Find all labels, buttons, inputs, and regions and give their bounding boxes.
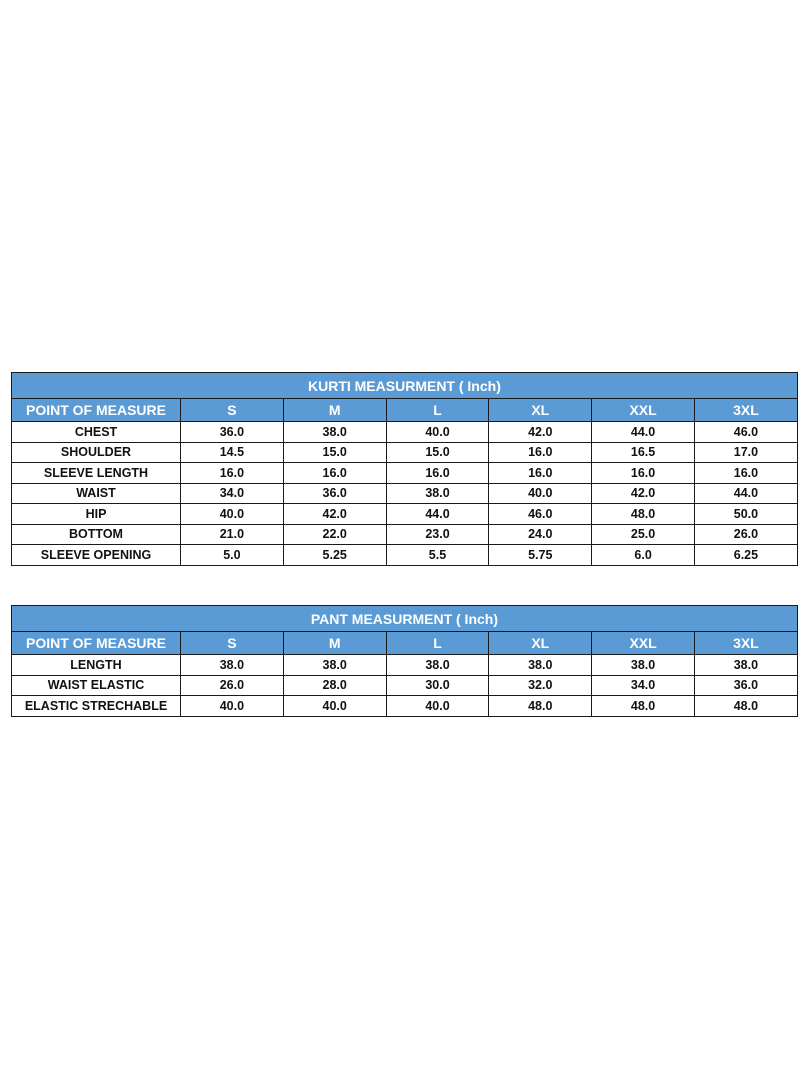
table-cell: 44.0 — [592, 422, 695, 443]
table-cell: 38.0 — [489, 655, 592, 676]
table-cell: 22.0 — [283, 524, 386, 545]
table-cell: 42.0 — [283, 504, 386, 525]
table-row — [12, 463, 798, 484]
table-cell: 48.0 — [592, 504, 695, 525]
row-label: HIP — [12, 504, 181, 525]
table-cell: 28.0 — [283, 675, 386, 696]
pant-header-row — [12, 632, 798, 655]
table-row — [12, 655, 798, 676]
table-cell: 15.0 — [386, 442, 489, 463]
table-row — [12, 524, 798, 545]
table-cell: 16.0 — [592, 463, 695, 484]
column-header-xxl: XXL — [592, 632, 695, 655]
table-cell: 44.0 — [386, 504, 489, 525]
kurti-table-title: KURTI MEASURMENT ( Inch) — [12, 373, 798, 399]
table-cell: 14.5 — [181, 442, 284, 463]
column-header-l: L — [386, 632, 489, 655]
column-header-point-of-measure: POINT OF MEASURE — [12, 399, 181, 422]
column-header-point-of-measure: POINT OF MEASURE — [12, 632, 181, 655]
table-cell: 26.0 — [181, 675, 284, 696]
pant-title-row — [12, 606, 798, 632]
table-cell: 40.0 — [181, 504, 284, 525]
table-cell: 48.0 — [489, 696, 592, 717]
table-cell: 40.0 — [181, 696, 284, 717]
table-cell: 38.0 — [283, 655, 386, 676]
table-cell: 48.0 — [592, 696, 695, 717]
row-label: ELASTIC STRECHABLE — [12, 696, 181, 717]
table-cell: 38.0 — [181, 655, 284, 676]
pant-measurement-table — [11, 605, 798, 717]
table-row — [12, 545, 798, 566]
table-cell: 5.75 — [489, 545, 592, 566]
table-cell: 40.0 — [386, 696, 489, 717]
table-cell: 5.0 — [181, 545, 284, 566]
row-label: SLEEVE LENGTH — [12, 463, 181, 484]
kurti-measurement-table — [11, 372, 798, 566]
table-cell: 16.0 — [489, 463, 592, 484]
column-header-3xl: 3XL — [694, 632, 797, 655]
table-cell: 21.0 — [181, 524, 284, 545]
table-cell: 46.0 — [694, 422, 797, 443]
table-cell: 38.0 — [694, 655, 797, 676]
column-header-xl: XL — [489, 399, 592, 422]
table-cell: 48.0 — [694, 696, 797, 717]
column-header-xxl: XXL — [592, 399, 695, 422]
table-cell: 16.0 — [489, 442, 592, 463]
table-cell: 40.0 — [386, 422, 489, 443]
column-header-s: S — [181, 399, 284, 422]
table-cell: 36.0 — [694, 675, 797, 696]
table-cell: 42.0 — [592, 483, 695, 504]
kurti-title-row — [12, 373, 798, 399]
table-cell: 38.0 — [283, 422, 386, 443]
table-cell: 16.0 — [386, 463, 489, 484]
row-label: WAIST ELASTIC — [12, 675, 181, 696]
table-cell: 42.0 — [489, 422, 592, 443]
table-row — [12, 422, 798, 443]
table-cell: 24.0 — [489, 524, 592, 545]
table-cell: 16.0 — [283, 463, 386, 484]
row-label: BOTTOM — [12, 524, 181, 545]
row-label: CHEST — [12, 422, 181, 443]
table-cell: 38.0 — [386, 655, 489, 676]
table-cell: 26.0 — [694, 524, 797, 545]
column-header-l: L — [386, 399, 489, 422]
table-cell: 5.5 — [386, 545, 489, 566]
column-header-3xl: 3XL — [694, 399, 797, 422]
table-cell: 46.0 — [489, 504, 592, 525]
table-cell: 40.0 — [283, 696, 386, 717]
row-label: SLEEVE OPENING — [12, 545, 181, 566]
table-cell: 16.0 — [181, 463, 284, 484]
column-header-m: M — [283, 399, 386, 422]
table-cell: 34.0 — [592, 675, 695, 696]
table-cell: 16.0 — [694, 463, 797, 484]
row-label: LENGTH — [12, 655, 181, 676]
table-cell: 16.5 — [592, 442, 695, 463]
table-row — [12, 483, 798, 504]
column-header-xl: XL — [489, 632, 592, 655]
table-cell: 25.0 — [592, 524, 695, 545]
kurti-header-row — [12, 399, 798, 422]
table-cell: 17.0 — [694, 442, 797, 463]
table-cell: 23.0 — [386, 524, 489, 545]
table-row — [12, 696, 798, 717]
table-cell: 15.0 — [283, 442, 386, 463]
table-cell: 38.0 — [592, 655, 695, 676]
column-header-m: M — [283, 632, 386, 655]
table-row — [12, 442, 798, 463]
table-cell: 6.25 — [694, 545, 797, 566]
table-cell: 32.0 — [489, 675, 592, 696]
table-cell: 38.0 — [386, 483, 489, 504]
table-cell: 34.0 — [181, 483, 284, 504]
table-cell: 5.25 — [283, 545, 386, 566]
row-label: WAIST — [12, 483, 181, 504]
row-label: SHOULDER — [12, 442, 181, 463]
table-cell: 36.0 — [181, 422, 284, 443]
table-cell: 6.0 — [592, 545, 695, 566]
table-cell: 40.0 — [489, 483, 592, 504]
pant-table-title: PANT MEASURMENT ( Inch) — [12, 606, 798, 632]
column-header-s: S — [181, 632, 284, 655]
table-row — [12, 675, 798, 696]
table-cell: 30.0 — [386, 675, 489, 696]
table-cell: 44.0 — [694, 483, 797, 504]
table-row — [12, 504, 798, 525]
table-cell: 50.0 — [694, 504, 797, 525]
table-cell: 36.0 — [283, 483, 386, 504]
